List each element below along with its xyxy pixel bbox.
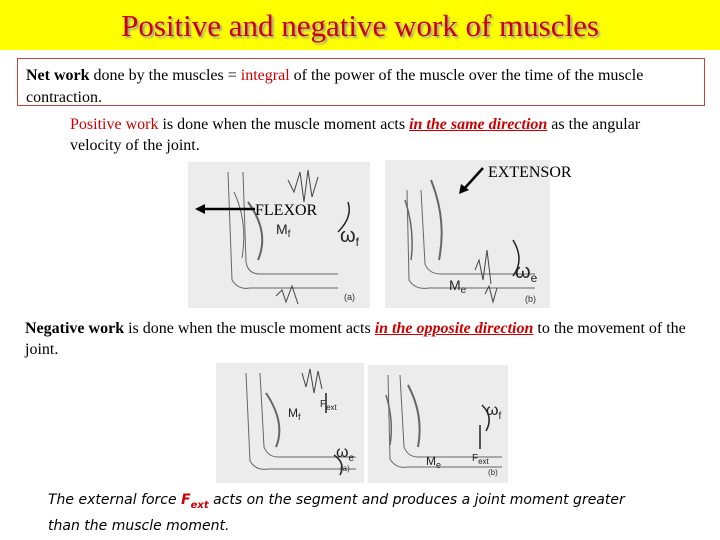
caption-text-1: The external force [48,492,182,508]
flexor-arm-drawing [188,162,370,308]
extensor-neg-tag: (b) [488,468,498,477]
flexor-negative-figure [216,363,364,483]
extensor-arrow-icon [455,164,487,196]
definition-text-1: done by the muscles = [89,67,241,84]
flexor-moment-label: $M_f$ [276,221,291,240]
opposite-direction-phrase: in the opposite direction [374,320,534,337]
flexor-label: FLEXOR [255,202,318,219]
extensor-label: EXTENSOR [488,164,572,181]
flexor-neg-moment-label: $M_f$ [288,406,301,422]
flexor-neg-tag: (a) [340,464,350,473]
flexor-neg-omega-label: $\omega_e$ [336,444,355,464]
extensor-negative-drawing [368,365,508,483]
extensor-neg-moment-label: $M_e$ [426,454,442,470]
extensor-neg-omega-label: $\omega_f$ [486,402,502,422]
definition-text-2: of the power of the muscle over the time of the muscle contraction. [26,67,644,106]
flexor-negative-drawing [216,363,364,483]
same-direction-phrase: in the same direction [409,116,548,133]
positive-work-text [70,114,670,156]
extensor-neg-force-label: $F_{ext}$ [472,453,489,466]
extensor-moment-label: $M_e$ [449,277,467,296]
flexor-neg-force-label: $F_{ext}$ [320,399,337,412]
negative-text-1: is done when the muscle moment acts [124,320,375,337]
flexor-tag: (a) [344,292,355,302]
caption-force: $F_{ext}$ [181,492,209,511]
integral-term: integral [240,67,290,84]
positive-text-1: is done when the muscle moment acts [158,116,410,133]
flexor-positive-figure [188,162,370,308]
extensor-omega-label: $\omega_e$ [515,261,538,285]
negative-work-term: Negative work [25,320,125,337]
extensor-tag: (b) [525,294,536,304]
title-bar [0,0,720,50]
flexor-omega-label: $\omega_f$ [340,225,359,249]
negative-text-2: to the movement of the joint. [25,320,686,358]
positive-text-2: as the angular velocity of the joint. [70,116,641,154]
net-work-term: Net work [26,67,90,84]
flexor-arrow-icon [195,202,257,216]
page-title: Positive and negative work of muscles [121,8,599,43]
caption-text-2: acts on the segment and produces a joint moment greater than the muscle moment. [48,492,625,534]
extensor-negative-figure [368,365,508,483]
figure-caption [48,490,628,537]
negative-work-text [25,318,705,360]
definition-box [17,58,705,106]
positive-work-term: Positive work [70,116,159,133]
